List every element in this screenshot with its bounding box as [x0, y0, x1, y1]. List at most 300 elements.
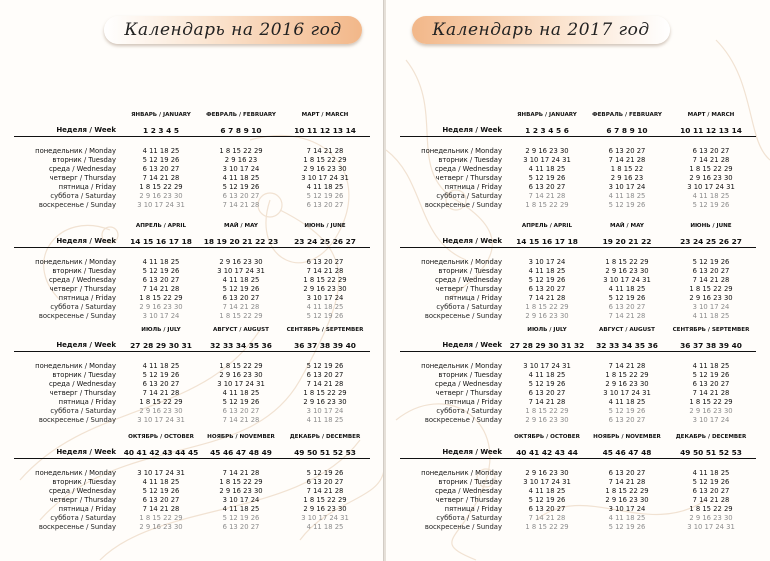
weekday-label: понедельник / Monday: [35, 469, 116, 477]
day-row: 5 12 19 26: [692, 478, 730, 486]
week-numbers: 27 28 29 30 31 32: [509, 341, 585, 350]
day-row: 7 14 21 28: [142, 285, 180, 293]
day-row: 6 13 20 27: [222, 523, 260, 531]
day-row: 6 13 20 27: [142, 276, 180, 284]
day-row: 4 11 18 25: [306, 303, 344, 311]
weekday-label: воскресенье / Sunday: [38, 416, 116, 424]
month-name: ИЮЛЬ / JULY: [141, 327, 181, 333]
week-numbers: 23 24 25 26 27: [680, 237, 742, 246]
day-row: 1 8 15 22 29: [525, 407, 569, 415]
day-row: 1 8 15 22 29: [219, 147, 263, 155]
day-row: 2 9 16 23 30: [139, 303, 183, 311]
day-row: 6 13 20 27: [608, 469, 646, 477]
weekday-label: понедельник / Monday: [421, 469, 502, 477]
day-row: 5 12 19 26: [608, 407, 646, 415]
week-numbers: 6 7 8 9 10: [606, 126, 648, 135]
day-row: 2 9 16 23 30: [689, 514, 733, 522]
weekday-label: вторник / Tuesday: [52, 371, 116, 379]
day-row: 6 13 20 27: [306, 258, 344, 266]
weekday-label: воскресенье / Sunday: [38, 312, 116, 320]
day-row: 1 8 15 22 29: [303, 156, 347, 164]
day-row: 5 12 19 26: [306, 362, 344, 370]
day-row: 4 11 18 25: [692, 469, 730, 477]
week-numbers: 40 41 42 43 44 45: [123, 448, 199, 457]
weekday-label: пятница / Friday: [444, 294, 502, 302]
day-row: 4 11 18 25: [528, 487, 566, 495]
day-row: 3 10 17 24: [692, 303, 730, 311]
day-row: 2 9 16 23: [224, 156, 258, 164]
day-row: 3 10 17 24 31: [137, 416, 185, 424]
day-row: 3 10 17 24 31: [603, 276, 651, 284]
weekday-label: воскресенье / Sunday: [38, 201, 116, 209]
day-row: 7 14 21 28: [222, 469, 260, 477]
weekday-label: воскресенье / Sunday: [424, 312, 502, 320]
day-row: 4 11 18 25: [306, 183, 344, 191]
day-row: 3 10 17 24 31: [217, 267, 265, 275]
week-numbers: 18 19 20 21 22 23: [203, 237, 279, 246]
week-numbers: 14 15 16 17 18: [516, 237, 578, 246]
day-row: 3 10 17 24 31: [301, 514, 349, 522]
day-row: 3 10 17 24 31: [301, 174, 349, 182]
day-row: 5 12 19 26: [142, 487, 180, 495]
day-row: 6 13 20 27: [222, 407, 260, 415]
week-numbers: 45 46 47 48 49: [210, 448, 272, 457]
quarter-block: [0, 327, 384, 437]
day-row: 7 14 21 28: [222, 303, 260, 311]
day-row: 4 11 18 25: [608, 398, 646, 406]
day-row: 7 14 21 28: [528, 294, 566, 302]
month-name: МАЙ / MAY: [224, 223, 258, 229]
day-row: 2 9 16 23 30: [605, 267, 649, 275]
weekday-label: среда / Wednesday: [48, 380, 116, 388]
divider-line: [400, 136, 756, 137]
divider-line: [14, 136, 370, 137]
day-row: 7 14 21 28: [306, 380, 344, 388]
day-row: 5 12 19 26: [142, 156, 180, 164]
weekday-label: суббота / Saturday: [436, 303, 502, 311]
day-row: 4 11 18 25: [222, 174, 260, 182]
page-title-banner: [412, 16, 670, 44]
day-row: 2 9 16 23 30: [525, 312, 569, 320]
weekday-label: среда / Wednesday: [48, 165, 116, 173]
day-row: 4 11 18 25: [142, 258, 180, 266]
weekday-label: четверг / Thursday: [435, 285, 502, 293]
weekday-label: понедельник / Monday: [35, 258, 116, 266]
month-name: АПРЕЛЬ / APRIL: [521, 223, 573, 229]
day-row: 5 12 19 26: [528, 380, 566, 388]
day-row: 4 11 18 25: [528, 165, 566, 173]
month-name: ЯНВАРЬ / JANUARY: [517, 112, 577, 118]
day-row: 5 12 19 26: [608, 294, 646, 302]
weekday-label: четверг / Thursday: [49, 174, 116, 182]
day-row: 5 12 19 26: [528, 276, 566, 284]
week-label: Неделя / Week: [56, 126, 116, 134]
day-row: 6 13 20 27: [528, 285, 566, 293]
weekday-label: суббота / Saturday: [436, 514, 502, 522]
week-numbers: 36 37 38 39 40: [680, 341, 742, 350]
day-row: 4 11 18 25: [306, 523, 344, 531]
week-numbers: 10 11 12 13 14: [680, 126, 742, 135]
day-row: 1 8 15 22 29: [689, 505, 733, 513]
day-row: 5 12 19 26: [142, 267, 180, 275]
weekday-label: четверг / Thursday: [435, 496, 502, 504]
week-label: Неделя / Week: [442, 448, 502, 456]
day-row: 5 12 19 26: [608, 201, 646, 209]
day-row: 7 14 21 28: [142, 389, 180, 397]
day-row: 5 12 19 26: [692, 201, 730, 209]
day-row: 2 9 16 23 30: [605, 380, 649, 388]
day-row: 1 8 15 22 29: [303, 496, 347, 504]
day-row: 4 11 18 25: [692, 312, 730, 320]
day-row: 1 8 15 22 29: [219, 478, 263, 486]
month-name: ФЕВРАЛЬ / FEBRUARY: [206, 112, 276, 118]
day-row: 6 13 20 27: [306, 201, 344, 209]
month-name: ИЮЛЬ / JULY: [527, 327, 567, 333]
day-row: 5 12 19 26: [222, 285, 260, 293]
week-numbers: 19 20 21 22: [602, 237, 652, 246]
day-row: 2 9 16 23 30: [219, 371, 263, 379]
weekday-label: суббота / Saturday: [50, 192, 116, 200]
month-name: НОЯБРЬ / NOVEMBER: [593, 434, 661, 440]
day-row: 7 14 21 28: [692, 389, 730, 397]
day-row: 2 9 16 23 30: [303, 165, 347, 173]
day-row: 7 14 21 28: [142, 174, 180, 182]
month-name: ФЕВРАЛЬ / FEBRUARY: [592, 112, 662, 118]
weekday-label: среда / Wednesday: [434, 165, 502, 173]
weekday-label: вторник / Tuesday: [438, 371, 502, 379]
day-row: 5 12 19 26: [306, 312, 344, 320]
day-row: 3 10 17 24: [306, 294, 344, 302]
quarter-block: [0, 112, 384, 222]
month-name: ОКТЯБРЬ / OCTOBER: [128, 434, 194, 440]
day-row: 4 11 18 25: [608, 285, 646, 293]
divider-line: [14, 351, 370, 352]
page-title-banner: [104, 16, 362, 44]
month-name: ИЮНЬ / JUNE: [304, 223, 346, 229]
day-row: 2 9 16 23 30: [525, 416, 569, 424]
day-row: 2 9 16 23 30: [139, 192, 183, 200]
day-row: 4 11 18 25: [692, 192, 730, 200]
day-row: 2 9 16 23 30: [689, 294, 733, 302]
weekday-label: вторник / Tuesday: [438, 478, 502, 486]
week-numbers: 27 28 29 30 31: [130, 341, 192, 350]
weekday-label: пятница / Friday: [58, 505, 116, 513]
day-row: 1 8 15 22 29: [689, 398, 733, 406]
weekday-label: понедельник / Monday: [35, 362, 116, 370]
day-row: 3 10 17 24 31: [137, 469, 185, 477]
weekday-label: понедельник / Monday: [35, 147, 116, 155]
weekday-label: четверг / Thursday: [49, 285, 116, 293]
week-numbers: 49 50 51 52 53: [680, 448, 742, 457]
day-row: 7 14 21 28: [608, 312, 646, 320]
week-label: Неделя / Week: [56, 237, 116, 245]
week-numbers: 10 11 12 13 14: [294, 126, 356, 135]
divider-line: [400, 247, 756, 248]
quarter-block: [0, 223, 384, 333]
day-row: 1 8 15 22 29: [605, 487, 649, 495]
day-row: 6 13 20 27: [528, 505, 566, 513]
calendar-page-2016: [0, 0, 384, 561]
weekday-label: вторник / Tuesday: [438, 267, 502, 275]
weekday-label: воскресенье / Sunday: [38, 523, 116, 531]
day-row: 2 9 16 23 30: [525, 469, 569, 477]
day-row: 3 10 17 24 31: [137, 201, 185, 209]
weekday-label: пятница / Friday: [444, 183, 502, 191]
day-row: 6 13 20 27: [608, 303, 646, 311]
day-row: 4 11 18 25: [142, 478, 180, 486]
day-row: 4 11 18 25: [692, 362, 730, 370]
quarter-block: [386, 434, 770, 544]
week-numbers: 32 33 34 35 36: [210, 341, 272, 350]
day-row: 1 8 15 22: [610, 165, 644, 173]
day-row: 4 11 18 25: [306, 416, 344, 424]
weekday-label: среда / Wednesday: [48, 276, 116, 284]
day-row: 6 13 20 27: [306, 478, 344, 486]
day-row: 6 13 20 27: [142, 496, 180, 504]
week-label: Неделя / Week: [56, 448, 116, 456]
day-row: 4 11 18 25: [528, 267, 566, 275]
day-row: 1 8 15 22 29: [139, 514, 183, 522]
weekday-label: вторник / Tuesday: [52, 156, 116, 164]
day-row: 2 9 16 23 30: [689, 174, 733, 182]
day-row: 1 8 15 22 29: [139, 398, 183, 406]
month-name: МАРТ / MARCH: [301, 112, 349, 118]
day-row: 6 13 20 27: [528, 389, 566, 397]
day-row: 7 14 21 28: [692, 276, 730, 284]
day-row: 3 10 17 24: [142, 312, 180, 320]
month-name: АВГУСТ / AUGUST: [598, 327, 655, 333]
weekday-label: четверг / Thursday: [49, 389, 116, 397]
weekday-label: суббота / Saturday: [436, 407, 502, 415]
day-row: 1 8 15 22 29: [525, 201, 569, 209]
day-row: 2 9 16 23 30: [219, 258, 263, 266]
weekday-label: понедельник / Monday: [421, 147, 502, 155]
month-name: СЕНТЯБРЬ / SEPTEMBER: [672, 327, 750, 333]
day-row: 5 12 19 26: [306, 469, 344, 477]
day-row: 2 9 16 23: [610, 174, 644, 182]
day-row: 7 14 21 28: [306, 267, 344, 275]
day-row: 1 8 15 22 29: [525, 303, 569, 311]
day-row: 2 9 16 23 30: [139, 523, 183, 531]
weekday-label: суббота / Saturday: [50, 514, 116, 522]
day-row: 3 10 17 24: [222, 165, 260, 173]
week-numbers: 36 37 38 39 40: [294, 341, 356, 350]
day-row: 6 13 20 27: [692, 147, 730, 155]
day-row: 7 14 21 28: [306, 487, 344, 495]
day-row: 3 10 17 24 31: [217, 380, 265, 388]
day-row: 7 14 21 28: [222, 201, 260, 209]
day-row: 6 13 20 27: [692, 267, 730, 275]
weekday-label: вторник / Tuesday: [52, 478, 116, 486]
weekday-label: пятница / Friday: [58, 183, 116, 191]
day-row: 1 8 15 22 29: [605, 258, 649, 266]
day-row: 7 14 21 28: [306, 147, 344, 155]
day-row: 4 11 18 25: [142, 362, 180, 370]
calendar-page-2017: [386, 0, 770, 561]
day-row: 7 14 21 28: [608, 156, 646, 164]
day-row: 7 14 21 28: [142, 505, 180, 513]
day-row: 3 10 17 24: [608, 183, 646, 191]
day-row: 3 10 17 24 31: [523, 362, 571, 370]
divider-line: [400, 458, 756, 459]
day-row: 4 11 18 25: [608, 514, 646, 522]
weekday-label: четверг / Thursday: [49, 496, 116, 504]
day-row: 3 10 17 24 31: [687, 523, 735, 531]
day-row: 2 9 16 23 30: [689, 407, 733, 415]
week-label: Неделя / Week: [56, 341, 116, 349]
day-row: 6 13 20 27: [306, 371, 344, 379]
day-row: 2 9 16 23 30: [303, 505, 347, 513]
weekday-label: суббота / Saturday: [436, 192, 502, 200]
week-numbers: 45 46 47 48: [602, 448, 652, 457]
week-numbers: 32 33 34 35 36: [596, 341, 658, 350]
weekday-label: пятница / Friday: [58, 398, 116, 406]
day-row: 1 8 15 22 29: [303, 389, 347, 397]
day-row: 1 8 15 22 29: [303, 276, 347, 284]
month-name: МАРТ / MARCH: [687, 112, 735, 118]
weekday-label: воскресенье / Sunday: [424, 201, 502, 209]
weekday-label: четверг / Thursday: [435, 174, 502, 182]
day-row: 4 11 18 25: [222, 389, 260, 397]
divider-line: [14, 458, 370, 459]
week-label: Неделя / Week: [442, 341, 502, 349]
day-row: 5 12 19 26: [142, 371, 180, 379]
day-row: 2 9 16 23 30: [303, 398, 347, 406]
weekday-label: вторник / Tuesday: [52, 267, 116, 275]
weekday-label: суббота / Saturday: [50, 407, 116, 415]
day-row: 5 12 19 26: [528, 496, 566, 504]
weekday-label: пятница / Friday: [444, 505, 502, 513]
weekday-label: среда / Wednesday: [434, 380, 502, 388]
day-row: 2 9 16 23 30: [139, 407, 183, 415]
month-name: ДЕКАБРЬ / DECEMBER: [675, 434, 747, 440]
day-row: 7 14 21 28: [528, 192, 566, 200]
day-row: 4 11 18 25: [142, 147, 180, 155]
day-row: 6 13 20 27: [692, 487, 730, 495]
day-row: 5 12 19 26: [608, 523, 646, 531]
week-numbers: 1 2 3 4 5 6: [525, 126, 569, 135]
day-row: 5 12 19 26: [528, 174, 566, 182]
weekday-label: среда / Wednesday: [48, 487, 116, 495]
month-name: ИЮНЬ / JUNE: [690, 223, 732, 229]
day-row: 3 10 17 24: [528, 258, 566, 266]
day-row: 3 10 17 24 31: [523, 156, 571, 164]
quarter-block: [386, 223, 770, 333]
week-numbers: 49 50 51 52 53: [294, 448, 356, 457]
day-row: 7 14 21 28: [692, 496, 730, 504]
weekday-label: среда / Wednesday: [434, 276, 502, 284]
day-row: 6 13 20 27: [222, 192, 260, 200]
divider-line: [14, 247, 370, 248]
day-row: 3 10 17 24 31: [523, 478, 571, 486]
week-numbers: 14 15 16 17 18: [130, 237, 192, 246]
day-row: 6 13 20 27: [142, 380, 180, 388]
day-row: 3 10 17 24: [608, 505, 646, 513]
day-row: 4 11 18 25: [222, 276, 260, 284]
weekday-label: четверг / Thursday: [435, 389, 502, 397]
weekday-label: среда / Wednesday: [434, 487, 502, 495]
weekday-label: вторник / Tuesday: [438, 156, 502, 164]
quarter-block: [386, 327, 770, 437]
day-row: 2 9 16 23 30: [605, 496, 649, 504]
day-row: 3 10 17 24 31: [687, 183, 735, 191]
day-row: 7 14 21 28: [222, 416, 260, 424]
day-row: 6 13 20 27: [608, 416, 646, 424]
weekday-label: пятница / Friday: [444, 398, 502, 406]
day-row: 7 14 21 28: [608, 478, 646, 486]
day-row: 1 8 15 22 29: [219, 362, 263, 370]
day-row: 3 10 17 24: [692, 416, 730, 424]
day-row: 1 8 15 22 29: [219, 312, 263, 320]
week-numbers: 6 7 8 9 10: [220, 126, 262, 135]
weekday-label: воскресенье / Sunday: [424, 416, 502, 424]
month-name: АВГУСТ / AUGUST: [212, 327, 269, 333]
day-row: 3 10 17 24: [306, 407, 344, 415]
day-row: 1 8 15 22 29: [689, 165, 733, 173]
week-label: Неделя / Week: [442, 126, 502, 134]
day-row: 3 10 17 24 31: [603, 389, 651, 397]
day-row: 1 8 15 22 29: [689, 285, 733, 293]
day-row: 5 12 19 26: [692, 258, 730, 266]
day-row: 6 13 20 27: [692, 380, 730, 388]
page-title: Календарь на 2016 год: [124, 20, 342, 40]
month-name: НОЯБРЬ / NOVEMBER: [207, 434, 275, 440]
day-row: 5 12 19 26: [306, 192, 344, 200]
divider-line: [400, 351, 756, 352]
day-row: 7 14 21 28: [692, 156, 730, 164]
day-row: 5 12 19 26: [222, 183, 260, 191]
week-label: Неделя / Week: [442, 237, 502, 245]
day-row: 5 12 19 26: [692, 371, 730, 379]
day-row: 6 13 20 27: [142, 165, 180, 173]
day-row: 5 12 19 26: [222, 514, 260, 522]
day-row: 5 12 19 26: [222, 398, 260, 406]
quarter-block: [0, 434, 384, 544]
day-row: 4 11 18 25: [528, 371, 566, 379]
week-numbers: 23 24 25 26 27: [294, 237, 356, 246]
quarter-block: [386, 112, 770, 222]
day-row: 6 13 20 27: [222, 294, 260, 302]
day-row: 1 8 15 22 29: [525, 523, 569, 531]
day-row: 7 14 21 28: [528, 398, 566, 406]
day-row: 6 13 20 27: [528, 183, 566, 191]
month-name: ДЕКАБРЬ / DECEMBER: [289, 434, 361, 440]
day-row: 4 11 18 25: [608, 192, 646, 200]
page-title: Календарь на 2017 год: [432, 20, 650, 40]
day-row: 6 13 20 27: [608, 147, 646, 155]
day-row: 2 9 16 23 30: [303, 285, 347, 293]
day-row: 1 8 15 22 29: [605, 371, 649, 379]
day-row: 7 14 21 28: [608, 362, 646, 370]
month-name: ОКТЯБРЬ / OCTOBER: [514, 434, 580, 440]
day-row: 2 9 16 23 30: [219, 487, 263, 495]
day-row: 1 8 15 22 29: [139, 294, 183, 302]
weekday-label: понедельник / Monday: [421, 362, 502, 370]
day-row: 3 10 17 24: [222, 496, 260, 504]
month-name: МАЙ / MAY: [610, 223, 644, 229]
day-row: 2 9 16 23 30: [525, 147, 569, 155]
weekday-label: пятница / Friday: [58, 294, 116, 302]
day-row: 7 14 21 28: [528, 514, 566, 522]
week-numbers: 40 41 42 43 44: [516, 448, 578, 457]
day-row: 4 11 18 25: [222, 505, 260, 513]
month-name: ЯНВАРЬ / JANUARY: [131, 112, 191, 118]
weekday-label: воскресенье / Sunday: [424, 523, 502, 531]
day-row: 1 8 15 22 29: [139, 183, 183, 191]
month-name: АПРЕЛЬ / APRIL: [135, 223, 187, 229]
weekday-label: понедельник / Monday: [421, 258, 502, 266]
weekday-label: суббота / Saturday: [50, 303, 116, 311]
